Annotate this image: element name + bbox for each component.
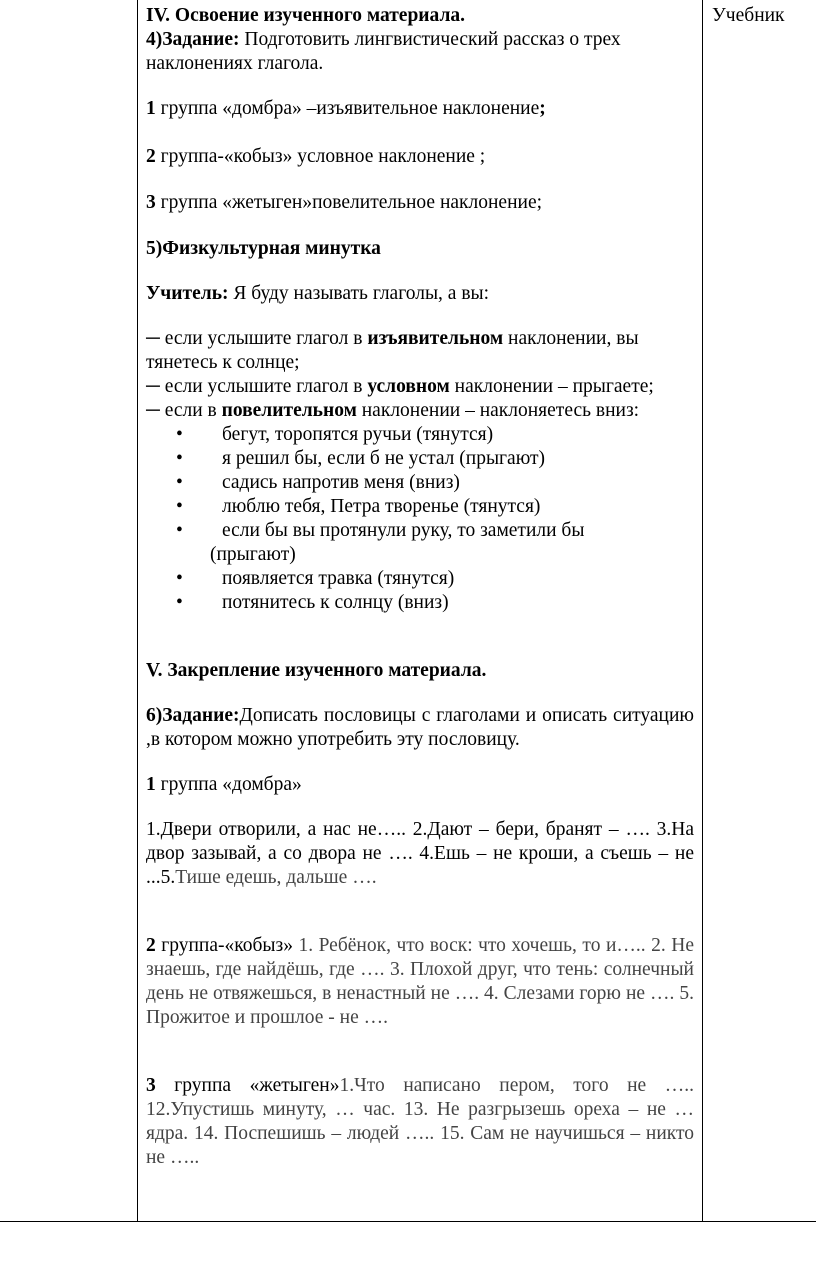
list-item: • садись напротив меня (вниз) xyxy=(176,472,460,493)
rule-indicative: ─ если услышите глагол в изъявительном наклонении, вы тянетесь к солнце; xyxy=(146,328,639,373)
resource-label: Учебник xyxy=(712,5,785,26)
rule-imperative: ─ если в повелительном наклонении – наклоняетесь вниз: xyxy=(146,400,640,421)
list-item: • потянитесь к солнцу (вниз) xyxy=(176,592,449,613)
group-2-proverbs: 2 группа-«кобыз» 1. Ребёнок, что воск: что хочешь, то и….. 2. Не знаешь, где найдёшь, где …. 3. Плохой друг, что тень: солнечный день не отвяжешься, в ненастный не …. 4. Слезами горю не …. 5. Прожитое и прошлое - не …. xyxy=(146,935,694,1028)
section-heading-iv: IV. Освоение изученного материала. xyxy=(146,5,466,26)
list-item: • если бы вы протянули руку, то заметили бы (прыгают) xyxy=(176,520,585,565)
task-6: 6)Задание:Дописать пословицы с глаголами и описать ситуацию ,в котором можно употребить эту пословицу. xyxy=(146,705,694,750)
bullet-icon: • xyxy=(176,472,183,493)
group-2-task: 2 группа-«кобыз» условное наклонение ; xyxy=(146,146,486,167)
bullet-icon: • xyxy=(176,424,183,445)
bullet-icon: • xyxy=(176,496,183,517)
teacher-instruction: Учитель: Я буду называть глаголы, а вы: xyxy=(146,283,490,304)
table-border-bottom xyxy=(0,1221,816,1222)
bullet-icon: • xyxy=(176,520,183,541)
bullet-icon: • xyxy=(176,448,183,469)
rules-list xyxy=(146,327,694,423)
list-item: • появляется травка (тянутся) xyxy=(176,568,455,589)
list-item: • я решил бы, если б не устал (прыгают) xyxy=(176,448,546,469)
group-3-proverbs: 3 группа «жетыген»1.Что написано пером, того не ….. 12.Упустишь минуту, … час. 13. Не разгрызешь ореха – не … ядра. 14. Поспешишь – людей ….. 15. Сам не научишься – никто не ….. xyxy=(146,1075,695,1168)
task-4: 4)Задание: Подготовить лингвистический рассказ о трех наклонениях глагола. xyxy=(146,29,621,74)
bullet-icon: • xyxy=(176,568,183,589)
section-heading-v: V. Закрепление изученного материала. xyxy=(146,660,487,681)
resource-cell xyxy=(712,4,812,28)
verb-bullet-list xyxy=(146,423,694,615)
table-border-left xyxy=(137,0,138,1222)
table-border-middle xyxy=(702,0,703,1222)
list-item: • бегут, торопятся ручьи (тянутся) xyxy=(176,424,494,445)
rule-conditional: ─ если услышите глагол в условном наклонении – прыгаете; xyxy=(146,376,654,397)
list-item: • люблю тебя, Петра творенье (тянутся) xyxy=(176,496,541,517)
bullet-icon: • xyxy=(176,592,183,613)
group-1-heading: 1 группа «домбра» xyxy=(146,774,302,795)
lesson-content-cell xyxy=(146,4,694,1170)
group-1-task: 1 группа «домбра» –изъявительное наклонение; xyxy=(146,98,546,119)
group-1-proverbs: 1.Двери отворили, а нас не….. 2.Дают – бери, бранят – …. 3.На двор зазывай, а со двора не …. 4.Ешь – не кроши, а съешь – не ...5.Тише едешь, дальше …. xyxy=(146,819,694,888)
group-3-task: 3 группа «жетыген»повелительное наклонение; xyxy=(146,192,543,213)
section-heading-5: 5)Физкультурная минутка xyxy=(146,238,381,259)
